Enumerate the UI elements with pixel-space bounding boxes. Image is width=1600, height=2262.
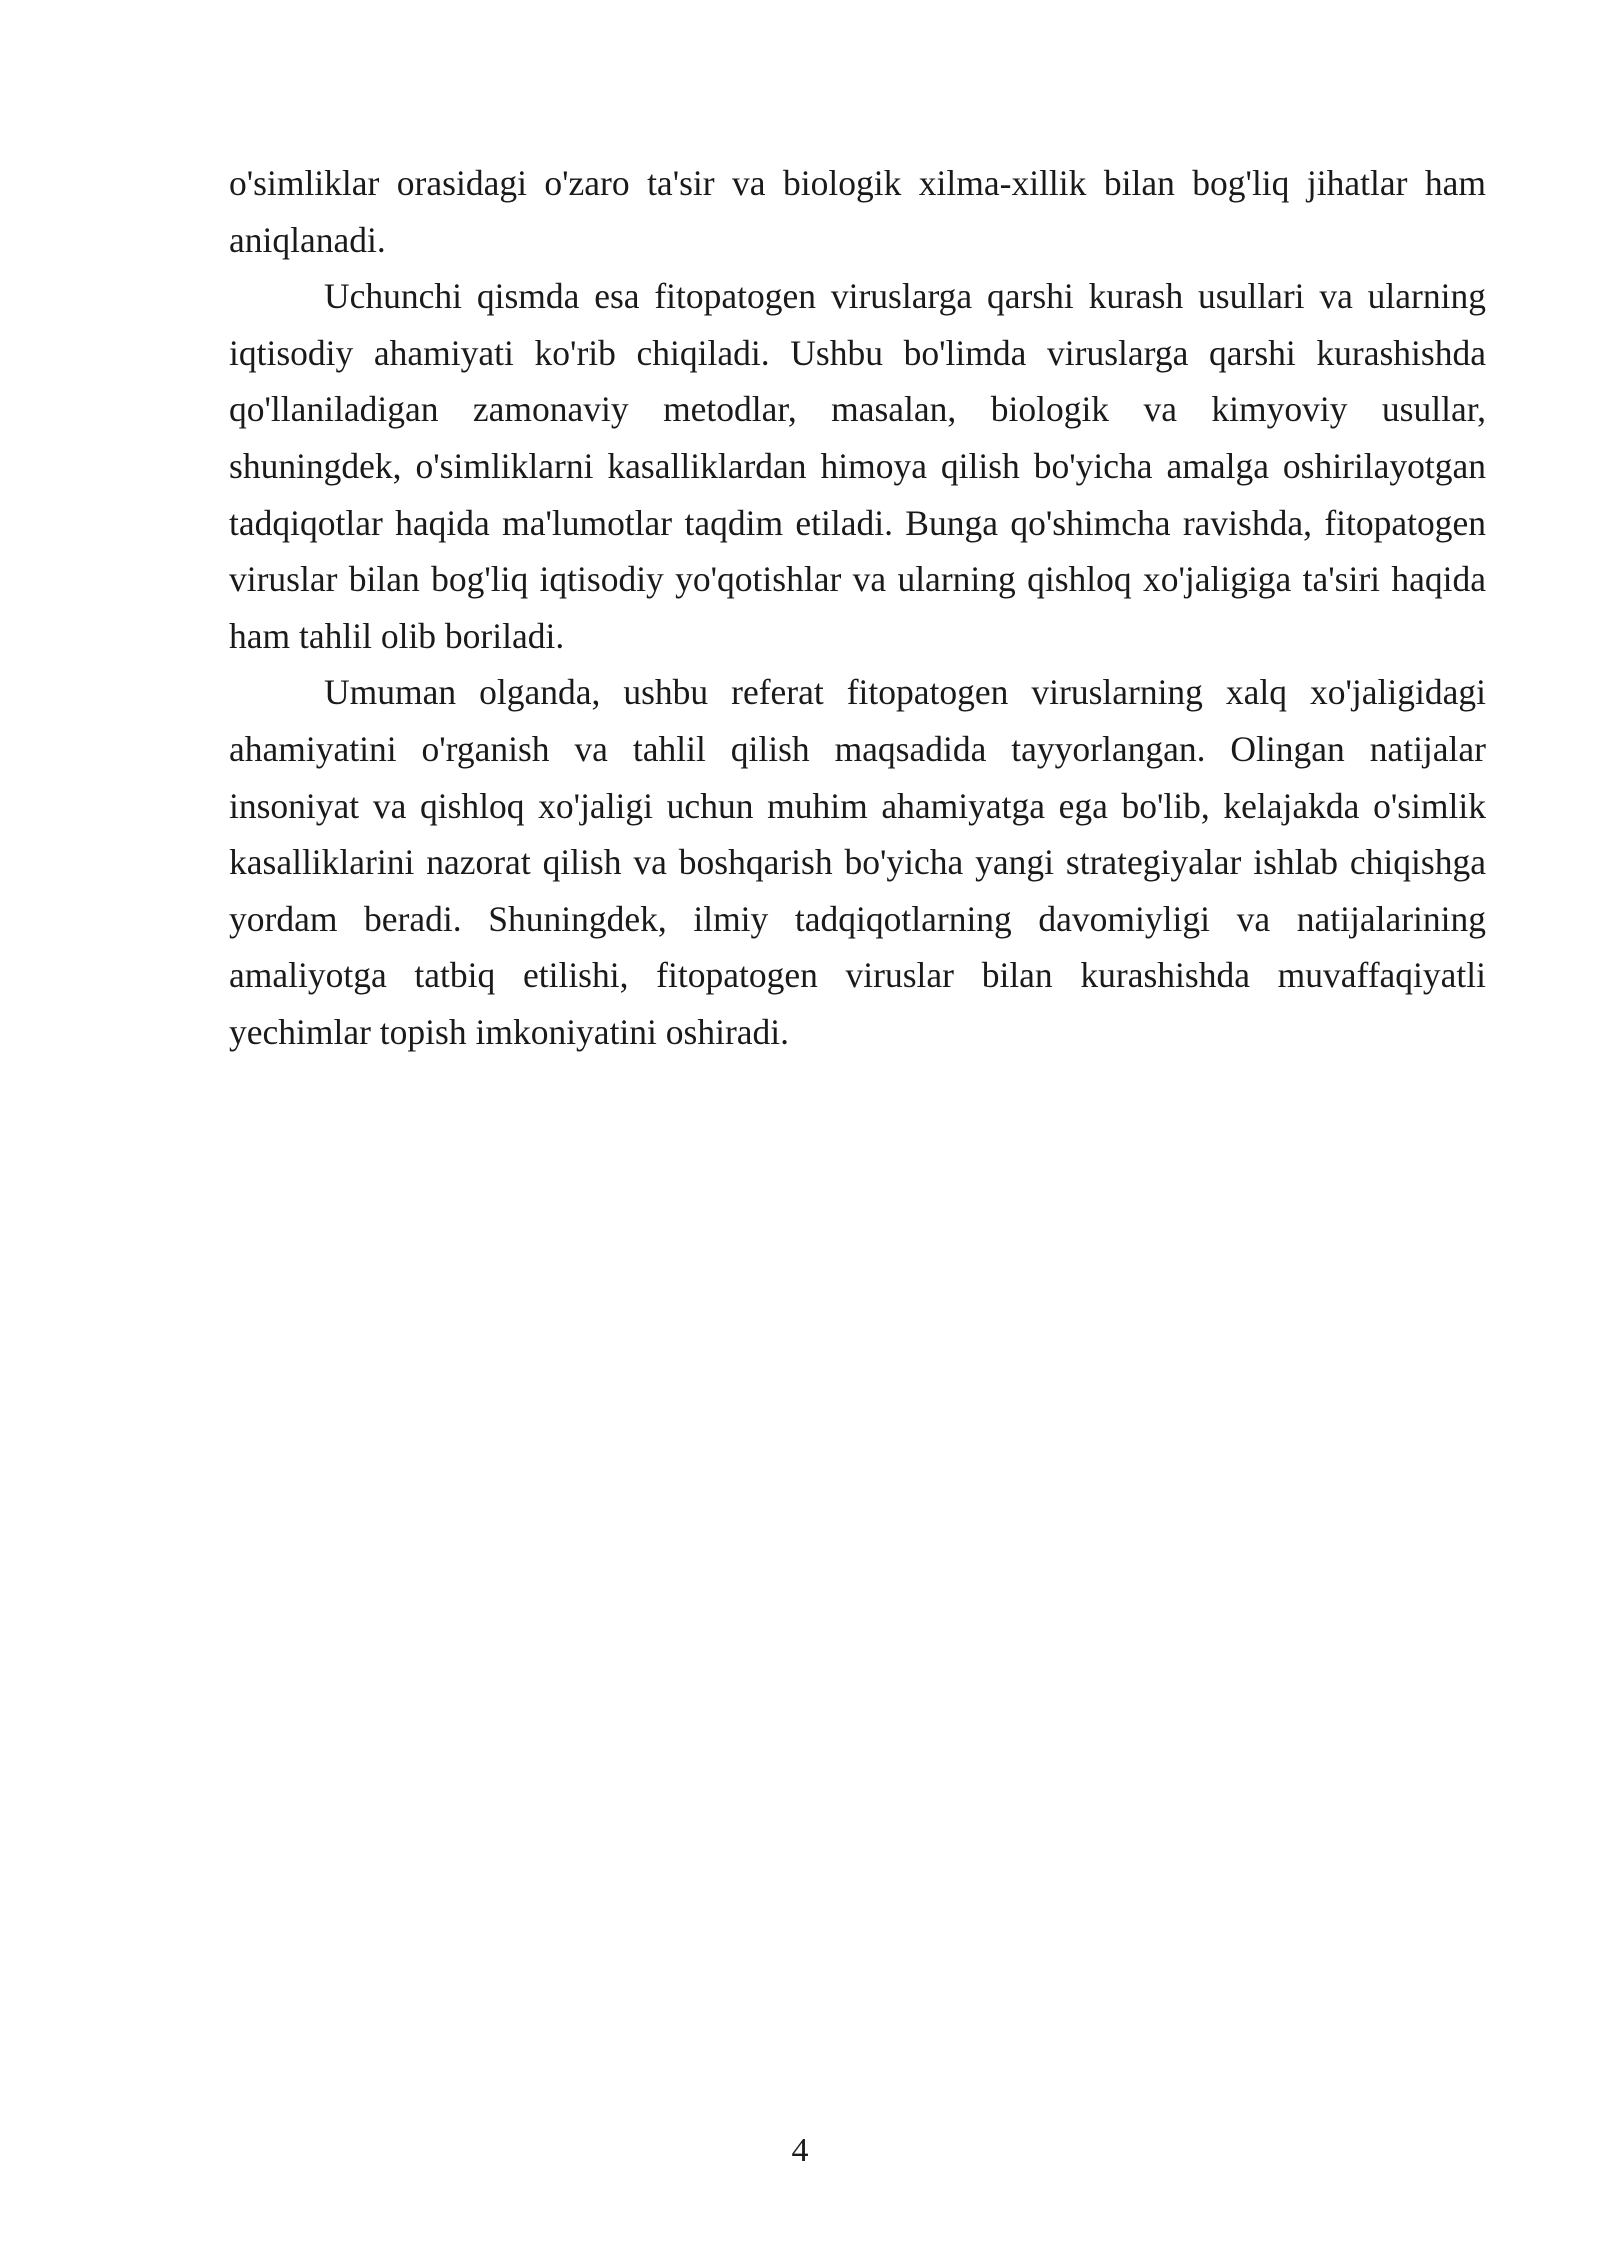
paragraph-conclusion: Umuman olganda, ushbu referat fitopatogen viruslarning xalq xo'jaligidagi ahamiyatini o'rganish va tahlil qilish maqsadida tayyorlangan. Olingan natijalar insoniyat va qishloq xo'jaligi uchun muhim ahamiyatga ega bo'lib, kelajakda o'simlik kasalliklarini nazorat qilish va boshqarish bo'yicha yangi strategiyalar ishlab chiqishga yordam beradi. Shuningdek, ilmiy tadqiqotlarning davomiyligi va natijalarining amaliyotga tatbiq etilishi, fitopatogen viruslar bilan kurashishda muvaffaqiyatli yechimlar topish imkoniyatini oshiradi.: [229, 672, 1486, 1052]
page-number: 4: [791, 2132, 809, 2169]
paragraph-continued: o'simliklar orasidagi o'zaro ta'sir va biologik xilma-xillik bilan bog'liq jihatlar ham aniqlanadi.: [229, 163, 1486, 260]
body-text: [229, 155, 1486, 1061]
paragraph-third-part: Uchunchi qismda esa fitopatogen viruslarga qarshi kurash usullari va ularning iqtisodiy ahamiyati ko'rib chiqiladi. Ushbu bo'limda viruslarga qarshi kurashishda qo'llaniladigan zamonaviy metodlar, masalan, biologik va kimyoviy usullar, shuningdek, o'simliklarni kasalliklardan himoya qilish bo'yicha amalga oshirilayotgan tadqiqotlar haqida ma'lumotlar taqdim etiladi. Bunga qo'shimcha ravishda, fitopatogen viruslar bilan bog'liq iqtisodiy yo'qotishlar va ularning qishloq xo'jaligiga ta'siri haqida ham tahlil olib boriladi.: [229, 276, 1486, 656]
